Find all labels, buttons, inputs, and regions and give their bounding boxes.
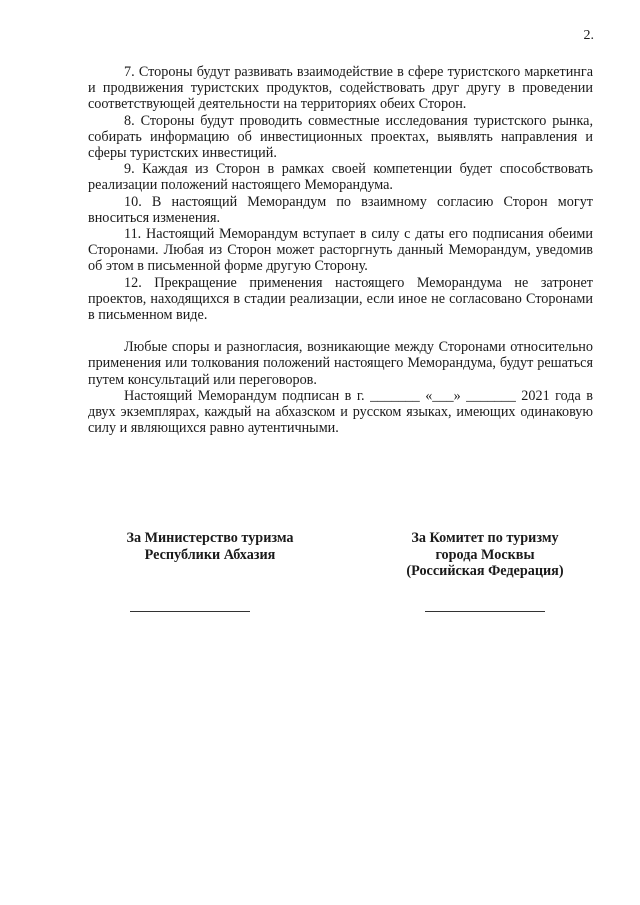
paragraph-9: 9. Каждая из Сторон в рамках своей компетенции будет способствовать реализации положений настоящего Меморандума. [88, 161, 593, 194]
signature-party-line2: города Москвы [435, 546, 535, 563]
signature-line-right [425, 611, 545, 612]
signature-block-abkhazia [100, 530, 320, 563]
paragraph-11: 11. Настоящий Меморандум вступает в силу с даты его подписания обеими Сторонами. Любая из Сторон может расторгнуть данный Меморандум, уведомив об этом в письменной форме другую Сторону. [88, 226, 593, 275]
signature-party-line1: За Министерство туризма [126, 530, 294, 546]
signature-line-left [130, 611, 250, 612]
section-gap [88, 323, 593, 339]
disputes-paragraph: Любые споры и разногласия, возникающие между Сторонами относительно применения или толкования положений настоящего Меморандума, будут решаться путем консультаций или переговоров. [88, 339, 593, 388]
signature-party-line3: (Российская Федерация) [406, 563, 564, 579]
signature-party-line2: Республики Абхазия [144, 546, 276, 563]
paragraph-10: 10. В настоящий Меморандум по взаимному согласию Сторон могут вноситься изменения. [88, 193, 593, 226]
paragraph-7: 7. Стороны будут развивать взаимодействие в сфере туристского маркетинга и продвижения туристских продуктов, содействовать друг другу в проведении соответствующей деятельности на территориях обеих Сторон. [88, 64, 593, 113]
paragraph-8: 8. Стороны будут проводить совместные исследования туристского рынка, собирать информацию об инвестиционных проектах, выявлять направления и сферы туристских инвестиций. [88, 112, 593, 162]
signature-party-line1: За Комитет по туризму [411, 530, 559, 546]
paragraph-12: 12. Прекращение применения настоящего Меморандума не затронет проектов, находящихся в стадии реализации, если иное не согласовано Сторонами в письменном виде. [88, 274, 593, 324]
signing-paragraph: Настоящий Меморандум подписан в г. _______ «___» _______ 2021 года в двух экземплярах, каждый на абхазском и русском языках, имеющих одинаковую силу и являющихся равно аутентичными. [88, 387, 593, 437]
page-number: 2. [583, 28, 594, 43]
memorandum-body [88, 64, 593, 436]
signature-block-moscow [380, 530, 590, 580]
